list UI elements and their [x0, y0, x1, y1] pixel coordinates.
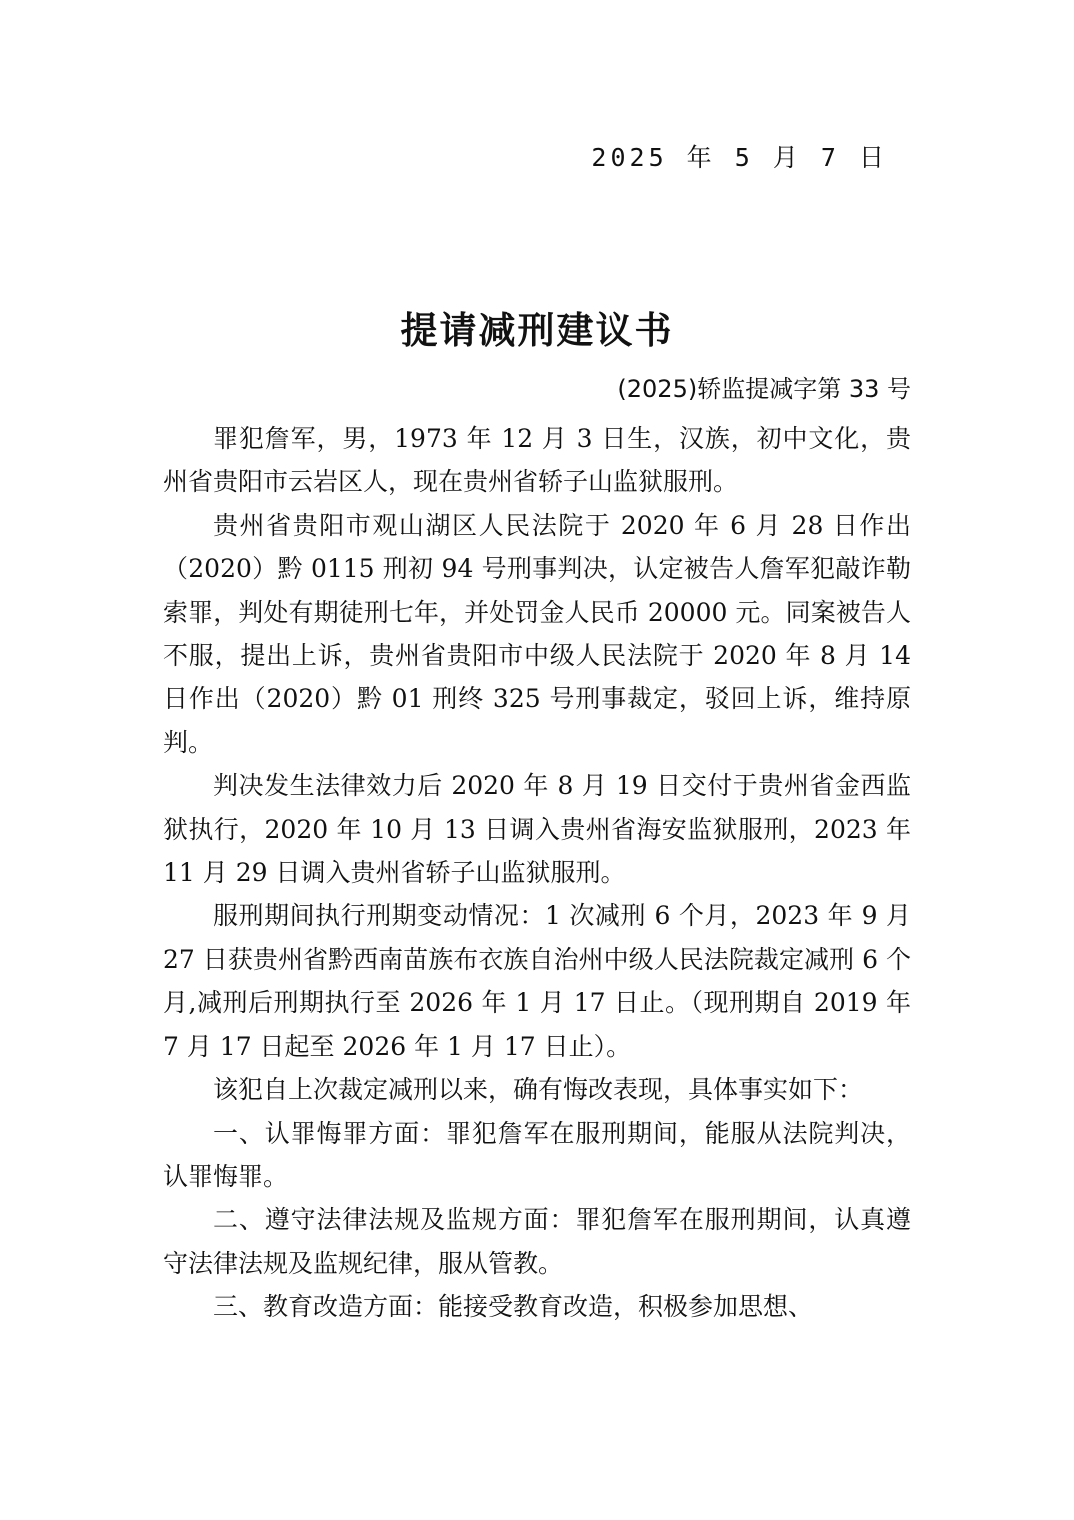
- document-body: [163, 417, 911, 1329]
- paragraph-point-one: 一、认罪悔罪方面：罪犯詹军在服刑期间，能服从法院判决，认罪悔罪。: [163, 1118, 911, 1191]
- paragraph-sentence-change: 服刑期间执行刑期变动情况：1 次减刑 6 个月，2023 年 9 月 27 日获贵州省黔西南苗族布衣族自治州中级人民法院裁定减刑 6 个月,减刑后刑期执行至 2026 年 1 月 17 日止。（现刑期自 2019 年 7 月 17 日起至 2026 年 1 月 17 日止）。: [163, 901, 911, 1061]
- document-title: 提请减刑建议书: [400, 308, 674, 352]
- paragraph-repentance-intro: 该犯自上次裁定减刑以来，确有悔改表现，具体事实如下：: [213, 1075, 864, 1105]
- paragraph-criminal-info: 罪犯詹军，男，1973 年 12 月 3 日生，汉族，初中文化，贵州省贵阳市云岩区人，现在贵州省轿子山监狱服刑。: [163, 424, 911, 497]
- paragraph-point-two: 二、遵守法律法规及监规方面：罪犯詹军在服刑期间，认真遵守法律法规及监规纪律，服从管教。: [163, 1205, 911, 1278]
- document-number: (2025)轿监提减字第 33 号: [617, 375, 911, 403]
- paragraph-transfer: 判决发生法律效力后 2020 年 8 月 19 日交付于贵州省金西监狱执行，2020 年 10 月 13 日调入贵州省海安监狱服刑，2023 年 11 月 29 日调入贵州省轿子山监狱服刑。: [163, 771, 911, 888]
- paragraph-point-three: 三、教育改造方面：能接受教育改造，积极参加思想、: [213, 1292, 814, 1322]
- document-date: 2025 年 5 月 7 日: [591, 143, 888, 172]
- paragraph-judgment: 贵州省贵阳市观山湖区人民法院于 2020 年 6 月 28 日作出（2020）黔 0115 刑初 94 号刑事判决，认定被告人詹军犯敲诈勒索罪，判处有期徒刑七年，并处罚金人民币 20000 元。同案被告人不服，提出上诉，贵州省贵阳市中级人民法院于 2020 年 8 月 14 日作出（2020）黔 01 刑终 325 号刑事裁定，驳回上诉，维持原判。: [163, 510, 911, 757]
